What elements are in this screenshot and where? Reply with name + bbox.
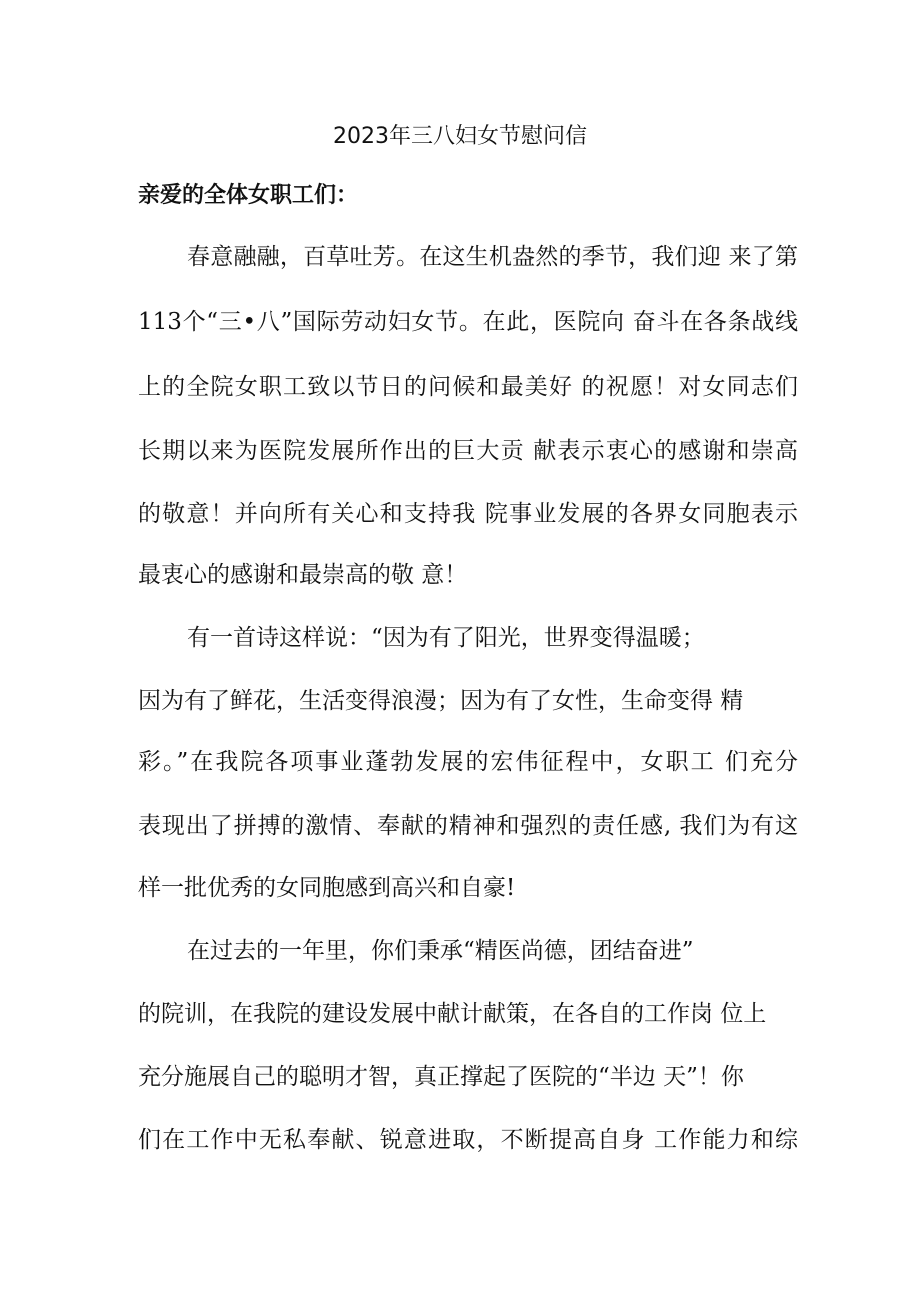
salutation: 亲爱的全体女职工们：: [138, 183, 359, 208]
text-line: 表现出了拼搏的激情、奉献的精神和强烈的责任感, 我们为有这: [138, 813, 798, 839]
text-line: 有一首诗这样说：“因为有了阳光，世界变得温暖；: [187, 625, 705, 651]
letter-title: 2023年三八妇女节慰问信: [333, 124, 587, 149]
text-line: 最衷心的感谢和最崇高的敬 意！: [138, 562, 468, 588]
text-line: 上的全院女职工致以节日的问候和最美好 的祝愿！对女同志们: [138, 374, 798, 400]
text-line: 113个“三•八”国际劳动妇女节。在此，医院向 奋斗在各条战线: [138, 309, 798, 335]
text-line: 因为有了鲜花，生活变得浪漫；因为有了女性，生命变得 精: [138, 688, 744, 714]
text-line: 们在工作中无私奉献、锐意进取，不断提高自身 工作能力和综: [138, 1127, 798, 1153]
text-line: 彩。”在我院各项事业蓬勃发展的宏伟征程中，女职工 们充分: [138, 749, 798, 775]
text-line: 充分施展自己的聪明才智，真正撑起了医院的“半边 天”！你: [138, 1064, 744, 1090]
text-line: 春意融融，百草吐芳。在这生机盎然的季节，我们迎 来了第: [187, 244, 798, 270]
text-line: 的敬意！并向所有关心和支持我 院事业发展的各界女同胞表示: [138, 501, 798, 527]
text-line: 长期以来为医院发展所作出的巨大贡 献表示衷心的感谢和崇高: [138, 438, 798, 464]
text-line: 在过去的一年里，你们秉承“精医尚德，团结奋进”: [187, 938, 694, 964]
text-line: 的院训，在我院的建设发展中献计献策，在各自的工作岗 位上: [138, 1001, 767, 1027]
text-line: 样一批优秀的女同胞感到高兴和自豪!: [138, 875, 516, 901]
